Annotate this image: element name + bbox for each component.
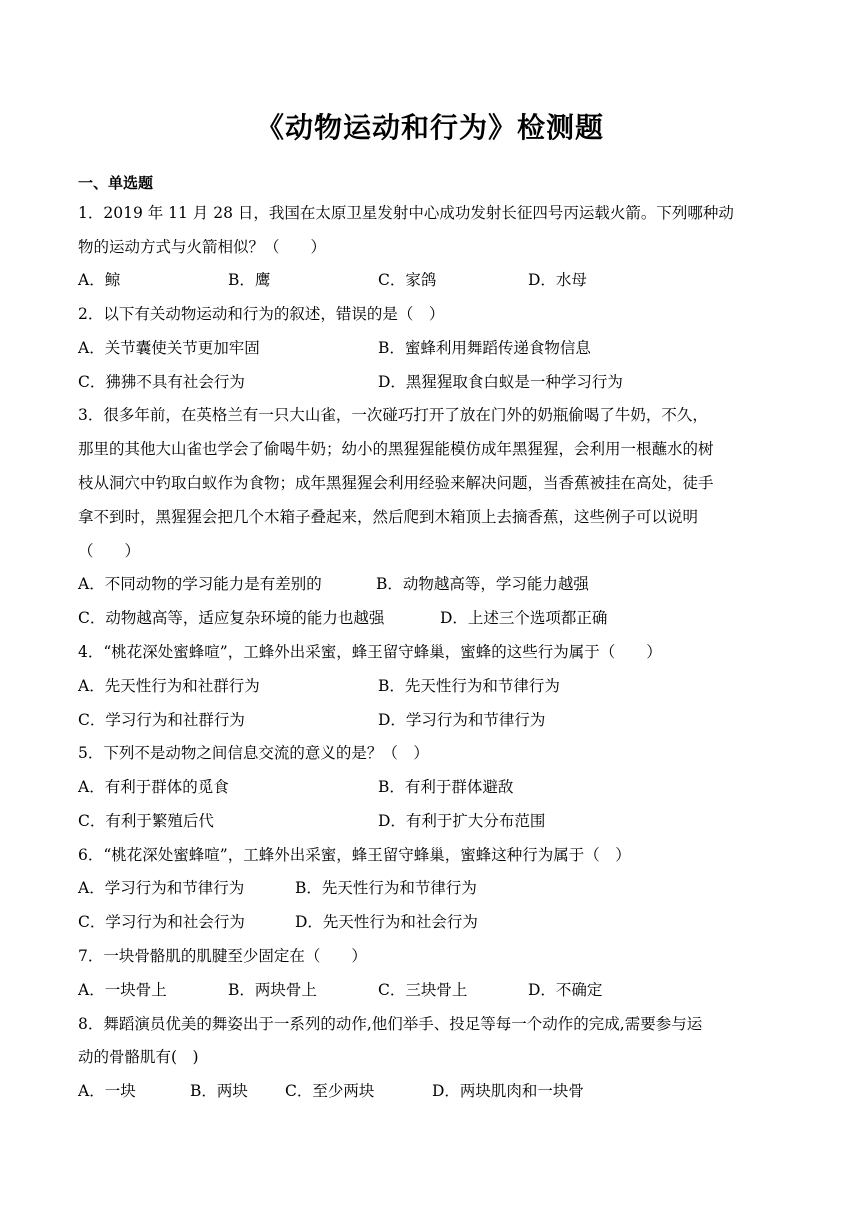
question-3-text-cont: （ ） [78,542,141,560]
option-b: B．蜜蜂利用舞蹈传递食物信息 [378,339,591,357]
question-5-options-row1 [78,776,778,798]
question-2-options-row2 [78,371,778,393]
option-d: D．黑猩猩取食白蚁是一种学习行为 [378,373,623,391]
option-d: D．水母 [528,271,587,289]
question-6-options-row1 [78,877,778,899]
option-a: A．一块骨上 [78,981,167,999]
option-c: C．动物越高等，适应复杂环境的能力也越强 [78,609,385,627]
option-d: D．上述三个选项都正确 [440,609,608,627]
option-a: A．先天性行为和社群行为 [78,677,260,695]
question-5-options-row2 [78,810,778,832]
option-c: C．学习行为和社群行为 [78,711,245,729]
question-7-options [78,979,778,1001]
question-3-options-row2 [78,607,778,629]
option-a: A．不同动物的学习能力是有差别的 [78,575,322,593]
option-d: D．学习行为和节律行为 [378,711,546,729]
option-d: D．先天性行为和社会行为 [295,913,478,931]
option-c: C．家鸽 [378,271,437,289]
option-a: A．鲸 [78,271,121,289]
option-b: B．鹰 [228,271,271,289]
option-c: C．狒狒不具有社会行为 [78,373,245,391]
option-c: C．三块骨上 [378,981,468,999]
question-4-text: 4．“桃花深处蜜蜂喧”，工蜂外出采蜜，蜂王留守蜂巢，蜜蜂的这些行为属于（ ） [78,643,662,661]
question-6-text: 6．“桃花深处蜜蜂喧”，工蜂外出采蜜，蜂王留守蜂巢，蜜蜂这种行为属于（ ） [78,846,631,864]
option-a: A．一块 [78,1082,136,1100]
option-d: D．不确定 [528,981,603,999]
option-b: B．两块骨上 [228,981,317,999]
question-4-options-row2 [78,709,778,731]
question-5-text: 5．下列不是动物之间信息交流的意义的是？（ ） [78,744,429,762]
option-a: A．关节囊使关节更加牢固 [78,339,260,357]
question-3-options-row1 [78,573,778,595]
option-b: B．动物越高等，学习能力越强 [376,575,589,593]
option-b: B．先天性行为和节律行为 [378,677,560,695]
question-8-options [78,1080,778,1102]
question-2-text: 2．以下有关动物运动和行为的叙述，错误的是（ ） [78,305,445,323]
question-8-text-cont: 动的骨骼肌有( ) [78,1048,199,1066]
question-6-options-row2 [78,911,778,933]
option-c: C．有利于繁殖后代 [78,812,214,830]
option-c: C．学习行为和社会行为 [78,913,245,931]
option-b: B．先天性行为和节律行为 [295,879,477,897]
question-3-text-cont: 那里的其他大山雀也学会了偷喝牛奶；幼小的黑猩猩能模仿成年黑猩猩，会利用一根蘸水的树 [78,440,714,458]
question-3-text: 3．很多年前，在英格兰有一只大山雀，一次碰巧打开了放在门外的奶瓶偷喝了牛奶，不久， [78,406,708,424]
question-1-text: 1．2019 年 11 月 28 日，我国在太原卫星发射中心成功发射长征四号丙运载火箭。下列哪种动 [78,204,734,222]
question-3-text-cont: 拿不到时，黑猩猩会把几个木箱子叠起来，然后爬到木箱顶上去摘香蕉，这些例子可以说明 [78,508,699,526]
option-a: A．学习行为和节律行为 [78,879,245,897]
question-1-text-cont: 物的运动方式与火箭相似？（ ） [78,238,327,256]
option-b: B．有利于群体避敌 [378,778,514,796]
question-8-text: 8．舞蹈演员优美的舞姿出于一系列的动作,他们举手、投足等每一个动作的完成,需要参与运 [78,1015,703,1033]
option-b: B．两块 [190,1082,248,1100]
option-d: D．有利于扩大分布范围 [378,812,546,830]
section-heading: 一、单选题 [78,174,154,192]
question-2-options-row1 [78,337,778,359]
page-title: 《动物运动和行为》检测题 [255,111,604,144]
question-3-text-cont: 枝从洞穴中钓取白蚁作为食物；成年黑猩猩会利用经验来解决问题，当香蕉被挂在高处，徒手 [78,474,714,492]
question-4-options-row1 [78,675,778,697]
option-a: A．有利于群体的觅食 [78,778,229,796]
question-7-text: 7．一块骨骼肌的肌腱至少固定在（ ） [78,947,367,965]
option-d: D．两块肌肉和一块骨 [432,1082,584,1100]
question-1-options [78,269,778,291]
option-c: C．至少两块 [285,1082,375,1100]
